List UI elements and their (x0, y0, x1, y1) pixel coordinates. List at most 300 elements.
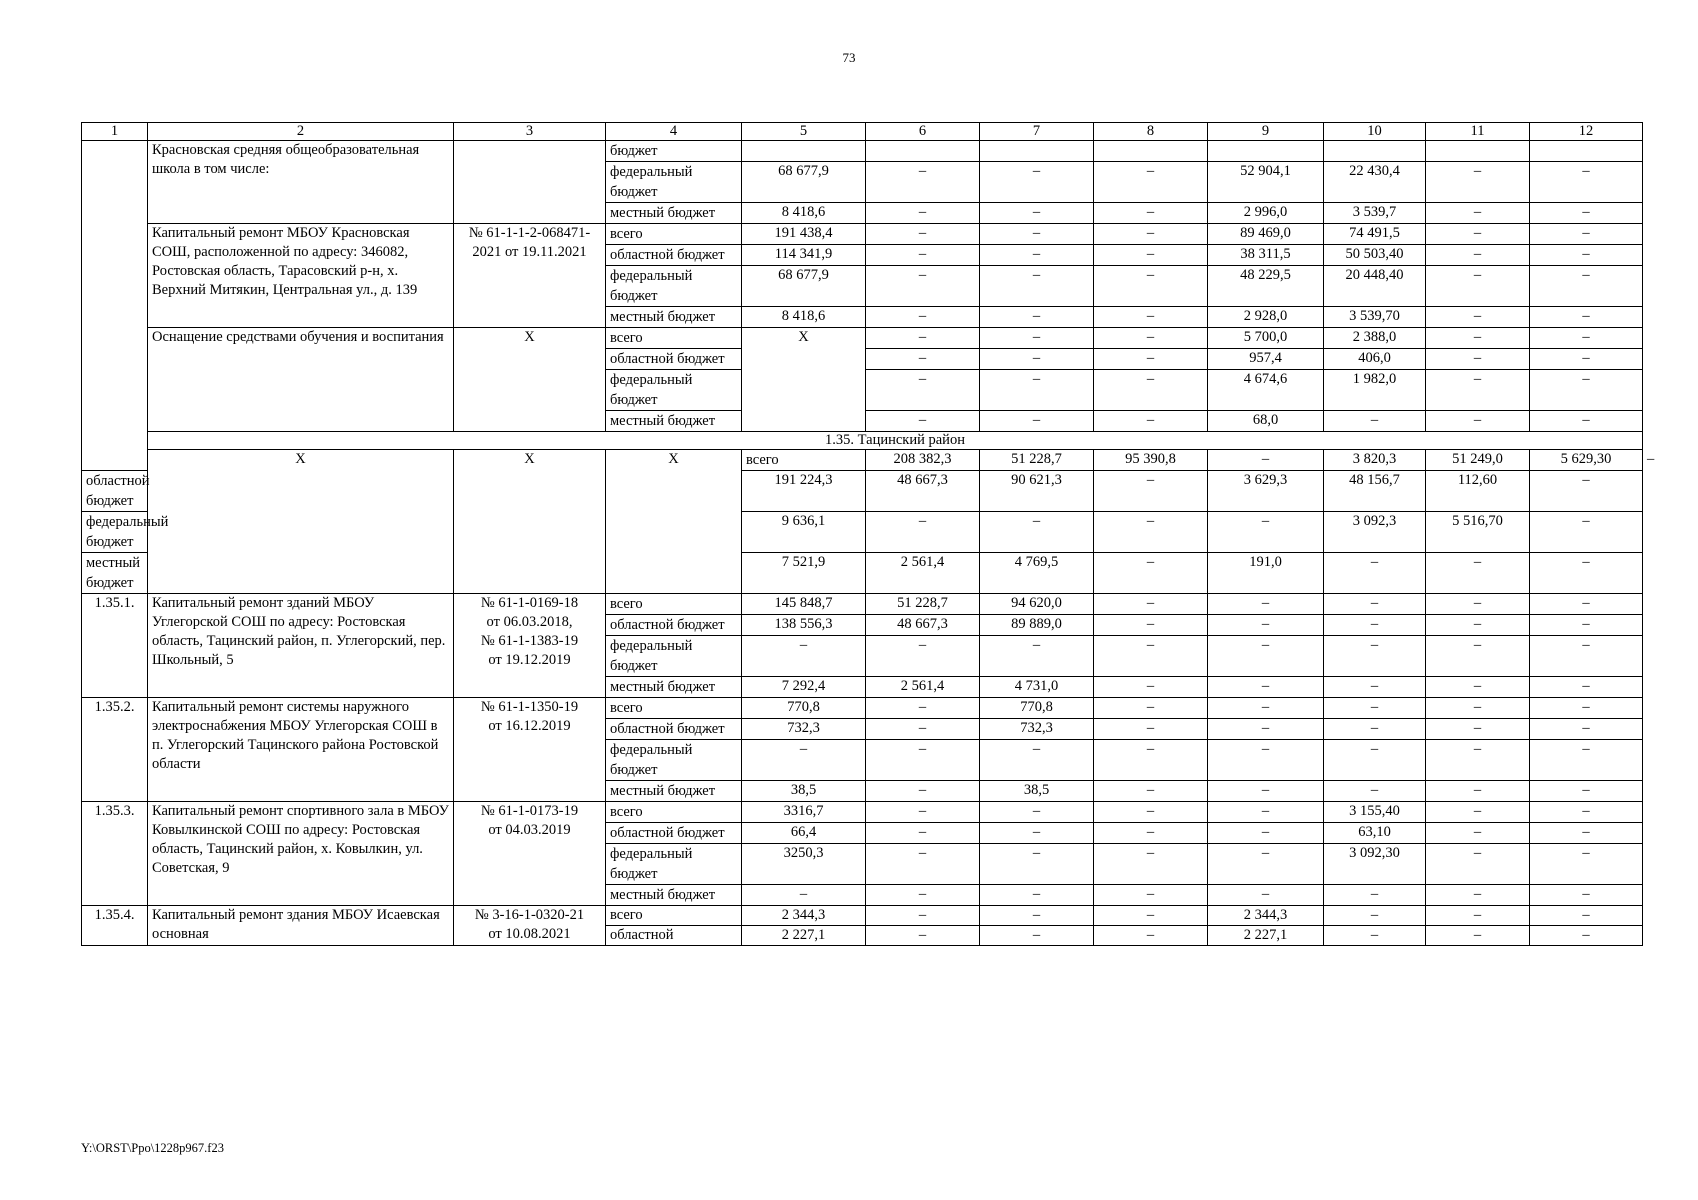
value-cell: 3 629,3 (1208, 471, 1324, 512)
empty-cell (1324, 141, 1426, 162)
value-cell: 22 430,4 (1324, 162, 1426, 203)
section-title: 1.35. Тацинский район (148, 432, 1643, 450)
row-number: X (148, 450, 454, 594)
value-cell: – (1094, 266, 1208, 307)
value-cell: – (1208, 615, 1324, 636)
value-cell: – (1094, 698, 1208, 719)
value-cell: 20 448,40 (1324, 266, 1426, 307)
value-cell: 2 388,0 (1324, 328, 1426, 349)
value-cell: – (980, 370, 1094, 411)
empty-cell (1208, 141, 1324, 162)
value-cell: 90 621,3 (980, 471, 1094, 512)
value-cell: 191 224,3 (742, 471, 866, 512)
value-cell: 52 904,1 (1208, 162, 1324, 203)
doc-line: от 10.08.2021 (488, 926, 571, 942)
value-cell: – (1426, 926, 1530, 946)
empty-cell (82, 141, 148, 471)
value-cell: – (1324, 594, 1426, 615)
value-cell: – (980, 307, 1094, 328)
value-cell: – (1094, 636, 1208, 677)
value-cell: – (866, 636, 980, 677)
value-cell: – (1208, 677, 1324, 698)
value-cell: – (1324, 740, 1426, 781)
budget-table (81, 122, 1655, 946)
document-number (454, 906, 606, 946)
value-cell: 94 620,0 (980, 594, 1094, 615)
value-cell: X (742, 328, 866, 432)
value-cell: – (980, 349, 1094, 370)
document-number: X (454, 328, 606, 432)
empty-cell (454, 141, 606, 224)
value-cell: – (866, 844, 980, 885)
value-cell: 406,0 (1324, 349, 1426, 370)
empty-cell (742, 141, 866, 162)
value-cell: – (1324, 411, 1426, 432)
value-cell: – (866, 906, 980, 926)
value-cell: 145 848,7 (742, 594, 866, 615)
doc-line: от 16.12.2019 (488, 718, 571, 734)
table-row (82, 594, 1643, 615)
value-cell: – (1208, 450, 1324, 471)
object-name: Капитальный ремонт зданий МБОУ Углегорской СОШ по адресу: Ростовская область, Тацинский район, п. Углегорский, пер. Школьный, 5 (148, 594, 454, 698)
value-cell: 48 156,7 (1324, 471, 1426, 512)
value-cell: 5 629,30 (1530, 450, 1643, 471)
value-cell: – (1324, 615, 1426, 636)
value-cell: – (1094, 926, 1208, 946)
funding-source: бюджет (606, 141, 742, 162)
value-cell: – (866, 781, 980, 802)
column-number: 2 (148, 123, 454, 141)
value-cell: – (1094, 245, 1208, 266)
value-cell: – (1426, 370, 1530, 411)
value-cell: – (1530, 781, 1643, 802)
value-cell: – (1094, 162, 1208, 203)
value-cell: 48 667,3 (866, 471, 980, 512)
object-name: Капитальный ремонт здания МБОУ Исаевская основная (148, 906, 454, 946)
value-cell: – (866, 823, 980, 844)
value-cell: 51 249,0 (1426, 450, 1530, 471)
value-cell: – (980, 512, 1094, 553)
value-cell: 1 982,0 (1324, 370, 1426, 411)
value-cell: 5 516,70 (1426, 512, 1530, 553)
value-cell: – (866, 411, 980, 432)
value-cell: – (1324, 553, 1426, 594)
value-cell: – (1530, 615, 1643, 636)
table-row (82, 224, 1643, 245)
value-cell: – (1324, 636, 1426, 677)
value-cell: – (1426, 677, 1530, 698)
value-cell: 3 092,30 (1324, 844, 1426, 885)
value-cell: – (1426, 823, 1530, 844)
value-cell: 51 228,7 (866, 594, 980, 615)
value-cell: 208 382,3 (866, 450, 980, 471)
value-cell: – (1530, 677, 1643, 698)
value-cell: 3250,3 (742, 844, 866, 885)
value-cell: – (1426, 328, 1530, 349)
funding-source: федеральный бюджет (606, 370, 742, 411)
table-row: X X X всего 208 382,3 51 228,7 95 390,8 – 3 820,3 51 249,0 5 629,30 – (82, 450, 1643, 471)
value-cell: 68,0 (1208, 411, 1324, 432)
object-name: Капитальный ремонт системы наружного электроснабжения МБОУ Углегорская СОШ в п. Углегорский Тацинского района Ростовской области (148, 698, 454, 802)
value-cell: – (980, 245, 1094, 266)
value-cell: – (1324, 781, 1426, 802)
table-row (82, 141, 1643, 162)
value-cell: – (1426, 594, 1530, 615)
value-cell: – (1530, 512, 1643, 553)
value-cell: 3 092,3 (1324, 512, 1426, 553)
value-cell: – (1426, 844, 1530, 885)
funding-source: областной бюджет (606, 615, 742, 636)
value-cell: – (980, 740, 1094, 781)
value-cell: – (1426, 224, 1530, 245)
value-cell: 2 344,3 (742, 906, 866, 926)
value-cell: – (1426, 411, 1530, 432)
table-row (82, 698, 1643, 719)
value-cell: – (1094, 512, 1208, 553)
value-cell: 191 438,4 (742, 224, 866, 245)
doc-line: от 06.03.2018, (486, 614, 573, 630)
value-cell: – (1530, 906, 1643, 926)
value-cell: – (742, 740, 866, 781)
value-cell: – (866, 162, 980, 203)
value-cell: – (866, 203, 980, 224)
value-cell: – (1530, 698, 1643, 719)
empty-cell (980, 141, 1094, 162)
value-cell: – (1094, 802, 1208, 823)
value-cell: – (1094, 906, 1208, 926)
value-cell: 7 292,4 (742, 677, 866, 698)
value-cell: 9 636,1 (742, 512, 866, 553)
footer-file-path: Y:\ORST\Ppo\1228p967.f23 (81, 1141, 224, 1155)
value-cell: – (1324, 906, 1426, 926)
value-cell: – (980, 162, 1094, 203)
value-cell: 2 561,4 (866, 677, 980, 698)
value-cell: – (1324, 677, 1426, 698)
value-cell: – (1208, 802, 1324, 823)
value-cell: – (1530, 349, 1643, 370)
value-cell: – (1426, 615, 1530, 636)
value-cell: 3 155,40 (1324, 802, 1426, 823)
value-cell: 4 674,6 (1208, 370, 1324, 411)
value-cell: 770,8 (980, 698, 1094, 719)
value-cell: – (1094, 203, 1208, 224)
value-cell: – (980, 328, 1094, 349)
funding-source: всего (606, 906, 742, 926)
value-cell: – (1324, 926, 1426, 946)
value-cell: – (1530, 719, 1643, 740)
value-cell: – (1324, 698, 1426, 719)
value-cell: – (1426, 698, 1530, 719)
column-number: 9 (1208, 123, 1324, 141)
document-number (454, 802, 606, 906)
funding-source: областной бюджет (82, 471, 148, 512)
value-cell: – (1208, 781, 1324, 802)
value-cell: 4 731,0 (980, 677, 1094, 698)
table-row (82, 802, 1643, 823)
object-name: Капитальный ремонт спортивного зала в МБОУ Ковылкинской СОШ по адресу: Ростовская область, Тацинский район, х. Ковылкин, ул. Советская, 9 (148, 802, 454, 906)
value-cell: – (866, 926, 980, 946)
object-name: Красновская средняя общеобразовательная школа в том числе: (148, 141, 454, 224)
value-cell: – (866, 719, 980, 740)
doc-line: № 61-1-1383-19 (480, 633, 579, 649)
column-number: 1 (82, 123, 148, 141)
value-cell: 89 889,0 (980, 615, 1094, 636)
value-cell: – (1530, 224, 1643, 245)
value-cell: 7 521,9 (742, 553, 866, 594)
value-cell: – (1530, 740, 1643, 781)
value-cell: – (1208, 719, 1324, 740)
funding-source: всего (606, 224, 742, 245)
funding-source: областной бюджет (606, 245, 742, 266)
value-cell: – (866, 224, 980, 245)
value-cell: 89 469,0 (1208, 224, 1324, 245)
object-name: Капитальный ремонт МБОУ Красновская СОШ, расположенной по адресу: 346082, Ростовская область, Тарасовский р-н, х. Верхний Митякин, Центральная ул., д. 139 (148, 224, 454, 328)
value-cell: 66,4 (742, 823, 866, 844)
funding-source: всего (742, 450, 866, 471)
value-cell: – (1530, 162, 1643, 203)
funding-source: всего (606, 328, 742, 349)
value-cell: 48 229,5 (1208, 266, 1324, 307)
value-cell: – (866, 349, 980, 370)
column-number: 4 (606, 123, 742, 141)
value-cell: – (1530, 885, 1643, 906)
funding-source: областной бюджет (606, 719, 742, 740)
value-cell: – (866, 740, 980, 781)
value-cell: – (1094, 781, 1208, 802)
value-cell: 3 539,70 (1324, 307, 1426, 328)
value-cell: – (1208, 698, 1324, 719)
value-cell: 51 228,7 (980, 450, 1094, 471)
section-header-row (82, 432, 1643, 450)
value-cell: 191,0 (1208, 553, 1324, 594)
value-cell: – (866, 307, 980, 328)
value-cell: 2 227,1 (1208, 926, 1324, 946)
value-cell: – (1426, 781, 1530, 802)
column-number: 7 (980, 123, 1094, 141)
value-cell: 2 227,1 (742, 926, 866, 946)
value-cell: 38 311,5 (1208, 245, 1324, 266)
value-cell: 112,60 (1426, 471, 1530, 512)
value-cell: – (1426, 203, 1530, 224)
funding-source: федеральный бюджет (606, 636, 742, 677)
doc-line: № 61-1-0169-18 (480, 595, 579, 611)
value-cell: 3 820,3 (1324, 450, 1426, 471)
value-cell: 63,10 (1324, 823, 1426, 844)
value-cell: – (980, 906, 1094, 926)
value-cell: – (1094, 471, 1208, 512)
value-cell: – (1530, 636, 1643, 677)
funding-source: местный бюджет (606, 885, 742, 906)
funding-source: местный бюджет (82, 553, 148, 594)
value-cell: – (866, 370, 980, 411)
doc-line: № 61-1-0173-19 (480, 803, 579, 819)
row-number: 1.35.1. (82, 594, 148, 698)
funding-source: федеральный бюджет (606, 266, 742, 307)
value-cell: – (1530, 245, 1643, 266)
funding-source: местный бюджет (606, 781, 742, 802)
value-cell: – (866, 698, 980, 719)
value-cell: – (1530, 594, 1643, 615)
value-cell: – (1094, 307, 1208, 328)
table-row (82, 906, 1643, 926)
doc-line: от 04.03.2019 (488, 822, 571, 838)
value-cell: 138 556,3 (742, 615, 866, 636)
value-cell: – (866, 885, 980, 906)
value-cell: 2 344,3 (1208, 906, 1324, 926)
doc-line: от 19.12.2019 (488, 652, 571, 668)
value-cell: 50 503,40 (1324, 245, 1426, 266)
funding-source: всего (606, 594, 742, 615)
value-cell: 4 769,5 (980, 553, 1094, 594)
value-cell: – (1530, 926, 1643, 946)
value-cell: 3 539,7 (1324, 203, 1426, 224)
row-number: 1.35.3. (82, 802, 148, 906)
value-cell: – (1426, 719, 1530, 740)
value-cell: – (980, 844, 1094, 885)
value-cell: – (742, 885, 866, 906)
value-cell: 5 700,0 (1208, 328, 1324, 349)
value-cell: – (1426, 266, 1530, 307)
document-number: X (606, 450, 742, 594)
empty-cell (1426, 141, 1530, 162)
value-cell: – (1094, 844, 1208, 885)
value-cell: – (1094, 594, 1208, 615)
value-cell: – (1426, 885, 1530, 906)
value-cell: – (1094, 411, 1208, 432)
value-cell: – (1094, 823, 1208, 844)
value-cell: 48 667,3 (866, 615, 980, 636)
document-number (454, 698, 606, 802)
value-cell: – (1094, 553, 1208, 594)
column-number: 6 (866, 123, 980, 141)
value-cell: 2 561,4 (866, 553, 980, 594)
value-cell: – (1530, 553, 1643, 594)
value-cell: – (1426, 307, 1530, 328)
empty-cell (1530, 141, 1643, 162)
row-number: 1.35.4. (82, 906, 148, 946)
value-cell: – (980, 411, 1094, 432)
table-row (82, 328, 1643, 349)
funding-source: местный бюджет (606, 307, 742, 328)
value-cell: – (1094, 224, 1208, 245)
value-cell: 8 418,6 (742, 307, 866, 328)
value-cell: 732,3 (742, 719, 866, 740)
value-cell: – (1324, 719, 1426, 740)
funding-source: местный бюджет (606, 677, 742, 698)
value-cell: – (1530, 370, 1643, 411)
value-cell: – (980, 802, 1094, 823)
value-cell: – (980, 203, 1094, 224)
value-cell: – (980, 885, 1094, 906)
value-cell: – (1530, 307, 1643, 328)
column-number: 5 (742, 123, 866, 141)
funding-source: областной бюджет (606, 349, 742, 370)
empty-cell (866, 141, 980, 162)
value-cell: – (1426, 245, 1530, 266)
funding-source: всего (606, 698, 742, 719)
funding-source: федеральный бюджет (606, 162, 742, 203)
value-cell: – (1208, 885, 1324, 906)
value-cell: – (1094, 885, 1208, 906)
value-cell: – (1530, 328, 1643, 349)
value-cell: – (980, 224, 1094, 245)
value-cell: 3316,7 (742, 802, 866, 823)
value-cell: – (1208, 740, 1324, 781)
funding-source: федеральный бюджет (606, 844, 742, 885)
value-cell: – (980, 636, 1094, 677)
row-number: 1.35.2. (82, 698, 148, 802)
value-cell: 114 341,9 (742, 245, 866, 266)
funding-source: федеральный бюджет (82, 512, 148, 553)
page-number: 73 (842, 50, 856, 65)
value-cell: – (1530, 471, 1643, 512)
value-cell: – (980, 266, 1094, 307)
value-cell: 68 677,9 (742, 266, 866, 307)
object-name: Оснащение средствами обучения и воспитания (148, 328, 454, 432)
doc-line: № 61-1-1350-19 (480, 699, 579, 715)
value-cell: – (1094, 740, 1208, 781)
funding-source: местный бюджет (606, 411, 742, 432)
value-cell: 38,5 (980, 781, 1094, 802)
funding-source: областной (606, 926, 742, 946)
value-cell: 68 677,9 (742, 162, 866, 203)
value-cell: – (1208, 844, 1324, 885)
column-number: 12 (1530, 123, 1643, 141)
value-cell: – (1530, 823, 1643, 844)
value-cell: 2 928,0 (1208, 307, 1324, 328)
empty-cell (1094, 141, 1208, 162)
value-cell: – (1208, 594, 1324, 615)
value-cell: – (1426, 162, 1530, 203)
value-cell: – (1208, 636, 1324, 677)
value-cell: – (1530, 203, 1643, 224)
value-cell: – (866, 328, 980, 349)
funding-source: федеральный бюджет (606, 740, 742, 781)
value-cell: 732,3 (980, 719, 1094, 740)
value-cell: – (1530, 411, 1643, 432)
value-cell: – (1208, 823, 1324, 844)
value-cell: – (1530, 802, 1643, 823)
value-cell: 770,8 (742, 698, 866, 719)
value-cell: – (1426, 636, 1530, 677)
value-cell: – (742, 636, 866, 677)
document-number: № 61-1-1-2-068471-2021 от 19.11.2021 (454, 224, 606, 328)
value-cell: – (1324, 885, 1426, 906)
column-number: 8 (1094, 123, 1208, 141)
document-number (454, 594, 606, 698)
value-cell: – (1094, 719, 1208, 740)
value-cell: – (1094, 349, 1208, 370)
value-cell: – (866, 266, 980, 307)
column-number: 10 (1324, 123, 1426, 141)
value-cell: – (1426, 349, 1530, 370)
value-cell: – (1426, 802, 1530, 823)
value-cell: 8 418,6 (742, 203, 866, 224)
value-cell: 95 390,8 (1094, 450, 1208, 471)
value-cell: – (980, 823, 1094, 844)
value-cell: 2 996,0 (1208, 203, 1324, 224)
column-number-row (82, 123, 1643, 141)
value-cell: – (1094, 370, 1208, 411)
object-name: X (454, 450, 606, 594)
value-cell: – (1094, 615, 1208, 636)
funding-source: местный бюджет (606, 203, 742, 224)
value-cell: – (1208, 512, 1324, 553)
value-cell: 74 491,5 (1324, 224, 1426, 245)
value-cell: – (1530, 844, 1643, 885)
funding-source: областной бюджет (606, 823, 742, 844)
value-cell: – (866, 245, 980, 266)
